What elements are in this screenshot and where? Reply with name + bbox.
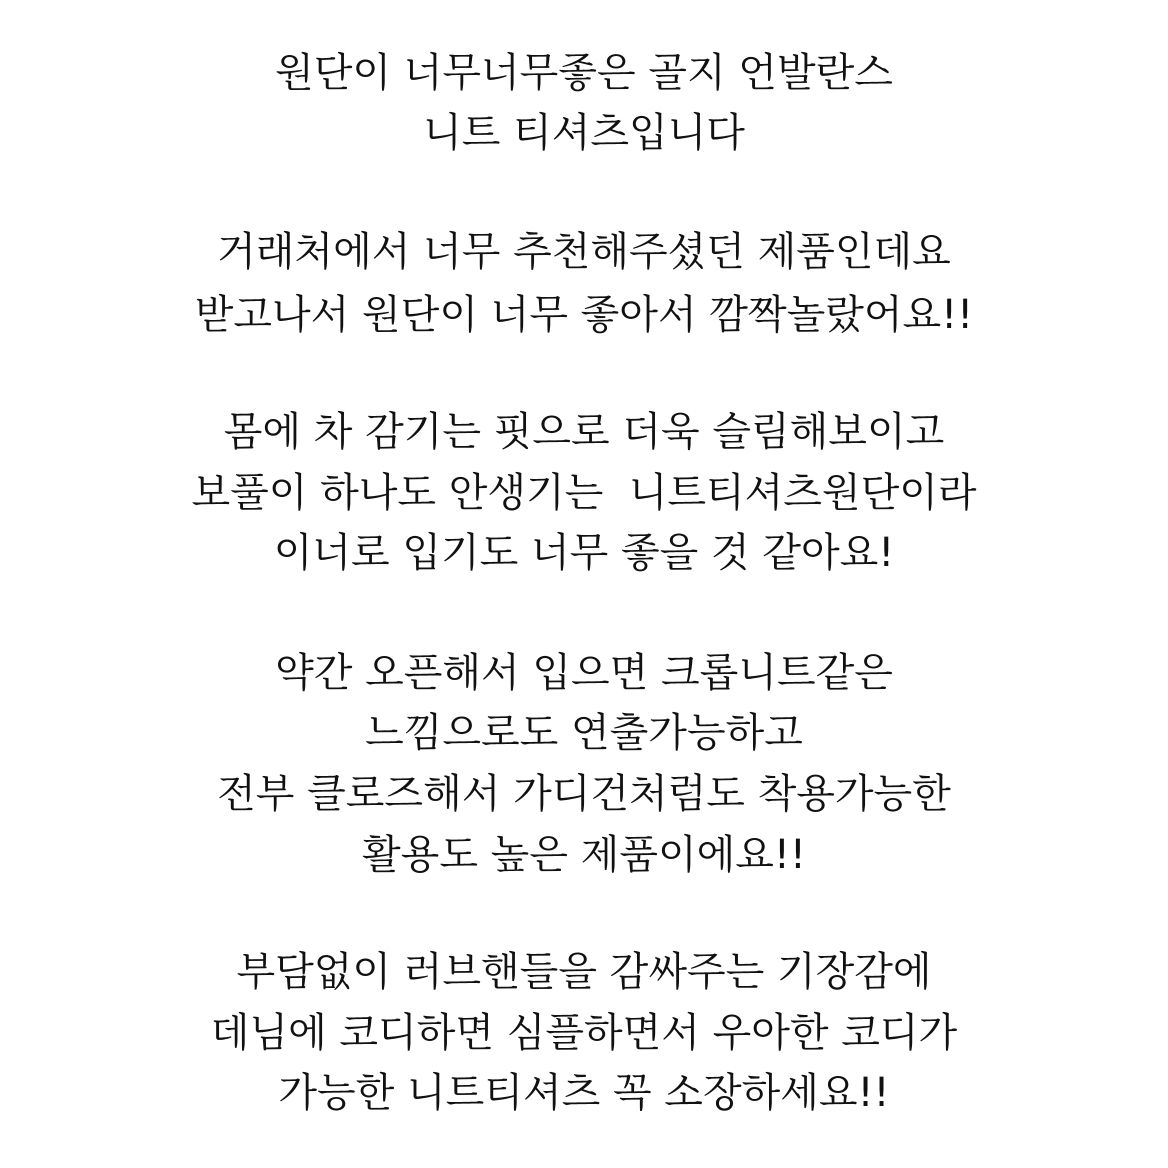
text-line: 받고나서 원단이 너무 좋아서 깜짝놀랐어요!!: [194, 292, 974, 338]
text-line: 거래처에서 너무 추천해주셨던 제품인데요: [217, 229, 951, 275]
text-line: 데님에 코디하면 심플하면서 우아한 코디가: [210, 1010, 958, 1056]
text-line: 느낌으로도 연출가능하고: [365, 710, 803, 756]
text-line: 보풀이 하나도 안생기는 니트티셔츠원단이라: [191, 470, 977, 516]
text-line: 활용도 높은 제품이에요!!: [362, 832, 806, 878]
text-line: 약간 오픈해서 입으면 크롭니트같은: [275, 650, 893, 696]
text-line: 가능한 니트티셔츠 꼭 소장하세요!!: [278, 1070, 890, 1116]
text-line: 이너로 입기도 너무 좋을 것 같아요!: [273, 530, 895, 576]
text-line: 원단이 너무너무좋은 골지 언발란스: [275, 50, 893, 96]
text-line: 부담없이 러브핸들을 감싸주는 기장감에: [236, 949, 932, 995]
text-line: 니트 티셔츠입니다: [423, 110, 745, 156]
text-line: 전부 클로즈해서 가디건처럼도 착용가능한: [217, 771, 951, 817]
text-line: 몸에 차 감기는 핏으로 더욱 슬림해보이고: [223, 409, 945, 455]
